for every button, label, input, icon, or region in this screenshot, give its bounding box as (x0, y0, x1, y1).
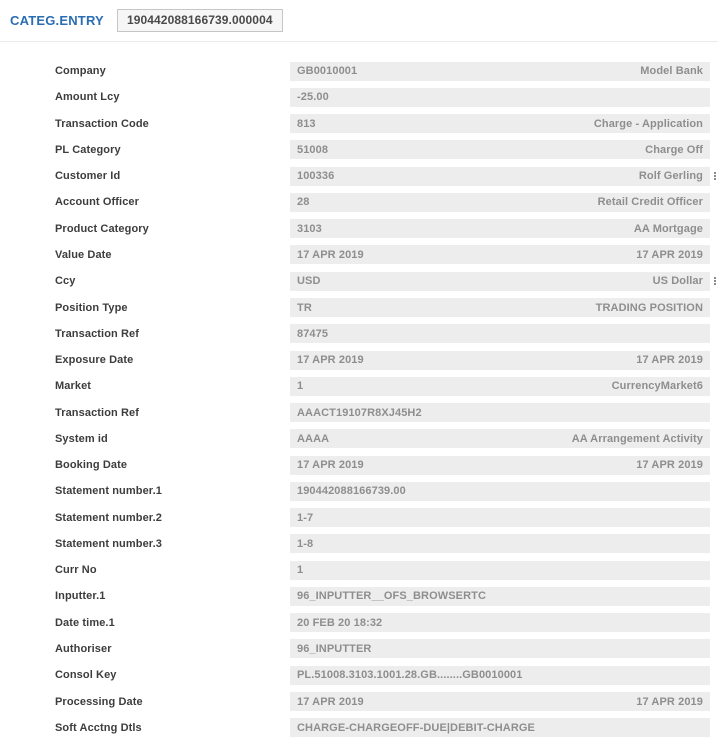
field-value: 100336 (297, 170, 335, 183)
field-label: Transaction Ref (55, 327, 140, 340)
field-label: Inputter.1 (55, 590, 106, 603)
field-value-cell (290, 167, 710, 186)
field-row (0, 294, 718, 320)
field-value-cell (290, 272, 710, 291)
field-row (0, 163, 718, 189)
field-row (0, 137, 718, 163)
fields-table (0, 42, 718, 741)
field-value-cell (290, 561, 710, 580)
field-value-cell (290, 718, 710, 737)
field-value: 17 APR 2019 (297, 248, 364, 261)
field-label: Customer Id (55, 170, 121, 183)
field-enrichment: Model Bank (640, 65, 703, 78)
overflow-scroll-dots-icon[interactable] (714, 277, 716, 285)
field-value-cell (290, 114, 710, 133)
field-enrichment: 17 APR 2019 (636, 695, 703, 708)
field-value: 3103 (297, 222, 322, 235)
field-value: 96_INPUTTER (297, 642, 372, 655)
field-value: -25.00 (297, 91, 329, 104)
field-row (0, 688, 718, 714)
record-id: 190442088166739.000004 (117, 9, 283, 32)
field-label: Account Officer (55, 196, 140, 209)
field-value: 813 (297, 117, 316, 130)
field-row (0, 347, 718, 373)
field-label: PL Category (55, 143, 121, 156)
field-value: 17 APR 2019 (297, 695, 364, 708)
field-row (0, 478, 718, 504)
field-label: Statement number.2 (55, 511, 162, 524)
overflow-scroll-dots-icon[interactable] (714, 172, 716, 180)
field-enrichment: CurrencyMarket6 (611, 380, 703, 393)
field-value: AAACT19107R8XJ45H2 (297, 406, 422, 419)
field-value: 20 FEB 20 18:32 (297, 616, 383, 629)
field-enrichment: TRADING POSITION (595, 301, 703, 314)
field-row (0, 189, 718, 215)
field-enrichment: 17 APR 2019 (636, 248, 703, 261)
field-value: 190442088166739.00 (297, 485, 406, 498)
field-enrichment: US Dollar (652, 275, 703, 288)
field-enrichment: Rolf Gerling (638, 170, 703, 183)
field-label: Consol Key (55, 669, 117, 682)
field-value: 17 APR 2019 (297, 459, 364, 472)
field-value-cell (290, 140, 710, 159)
field-value-cell (290, 429, 710, 448)
app-title: CATEG.ENTRY (10, 13, 104, 28)
field-value: 1 (297, 564, 304, 577)
field-value-cell (290, 508, 710, 527)
field-value-cell (290, 219, 710, 238)
field-row (0, 426, 718, 452)
field-label: Position Type (55, 301, 128, 314)
field-label: Date time.1 (55, 616, 115, 629)
field-label: Exposure Date (55, 354, 134, 367)
field-row (0, 84, 718, 110)
field-value-cell (290, 639, 710, 658)
field-value: 51008 (297, 143, 329, 156)
field-row (0, 610, 718, 636)
field-enrichment: AA Mortgage (633, 222, 703, 235)
field-value-cell (290, 377, 710, 396)
field-value-cell (290, 88, 710, 107)
field-row (0, 583, 718, 609)
field-row (0, 111, 718, 137)
field-value: GB0010001 (297, 65, 358, 78)
field-value-cell (290, 403, 710, 422)
field-value-cell (290, 534, 710, 553)
field-label: Booking Date (55, 459, 128, 472)
field-value-cell (290, 324, 710, 343)
field-value: AAAA (297, 432, 330, 445)
field-row (0, 268, 718, 294)
field-label: Product Category (55, 222, 149, 235)
field-label: System id (55, 432, 108, 445)
field-value-cell (290, 193, 710, 212)
field-value-cell (290, 62, 710, 81)
field-value-cell (290, 298, 710, 317)
field-label: Ccy (55, 275, 76, 288)
field-value: 87475 (297, 327, 329, 340)
field-label: Processing Date (55, 695, 143, 708)
field-row (0, 452, 718, 478)
field-label: Market (55, 380, 92, 393)
field-value-cell (290, 666, 710, 685)
field-value: 1 (297, 380, 304, 393)
field-label: Amount Lcy (55, 91, 120, 104)
field-value: TR (297, 301, 312, 314)
field-label: Curr No (55, 564, 97, 577)
field-label: Value Date (55, 248, 112, 261)
record-header (0, 0, 718, 42)
field-label: Transaction Code (55, 117, 149, 130)
field-label: Statement number.3 (55, 537, 162, 550)
field-enrichment: Retail Credit Officer (597, 196, 703, 209)
field-value: 28 (297, 196, 310, 209)
field-enrichment: 17 APR 2019 (636, 354, 703, 367)
field-value-cell (290, 351, 710, 370)
field-label: Statement number.1 (55, 485, 162, 498)
field-row (0, 242, 718, 268)
field-row (0, 216, 718, 242)
field-value: USD (297, 275, 321, 288)
field-label: Authoriser (55, 642, 112, 655)
field-value-cell (290, 587, 710, 606)
field-enrichment: Charge - Application (593, 117, 703, 130)
field-label: Soft Acctng Dtls (55, 721, 142, 734)
field-label: Company (55, 65, 106, 78)
field-value-cell (290, 456, 710, 475)
field-enrichment: AA Arrangement Activity (571, 432, 703, 445)
field-value-cell (290, 245, 710, 264)
field-row (0, 557, 718, 583)
field-row (0, 662, 718, 688)
field-value: CHARGE-CHARGEOFF-DUE|DEBIT-CHARGE (297, 721, 535, 734)
field-value: 1-8 (297, 537, 314, 550)
field-value-cell (290, 613, 710, 632)
field-value-cell (290, 482, 710, 501)
field-value-cell (290, 692, 710, 711)
field-value: 1-7 (297, 511, 314, 524)
field-row (0, 505, 718, 531)
field-label: Transaction Ref (55, 406, 140, 419)
field-row (0, 321, 718, 347)
field-enrichment: 17 APR 2019 (636, 459, 703, 472)
field-row (0, 58, 718, 84)
field-value: 17 APR 2019 (297, 354, 364, 367)
field-row (0, 399, 718, 425)
field-row (0, 373, 718, 399)
field-value: PL.51008.3103.1001.28.GB........GB0010001 (297, 669, 523, 682)
field-row (0, 636, 718, 662)
field-row (0, 531, 718, 557)
field-value: 96_INPUTTER__OFS_BROWSERTC (297, 590, 487, 603)
field-row (0, 715, 718, 741)
field-enrichment: Charge Off (645, 143, 703, 156)
